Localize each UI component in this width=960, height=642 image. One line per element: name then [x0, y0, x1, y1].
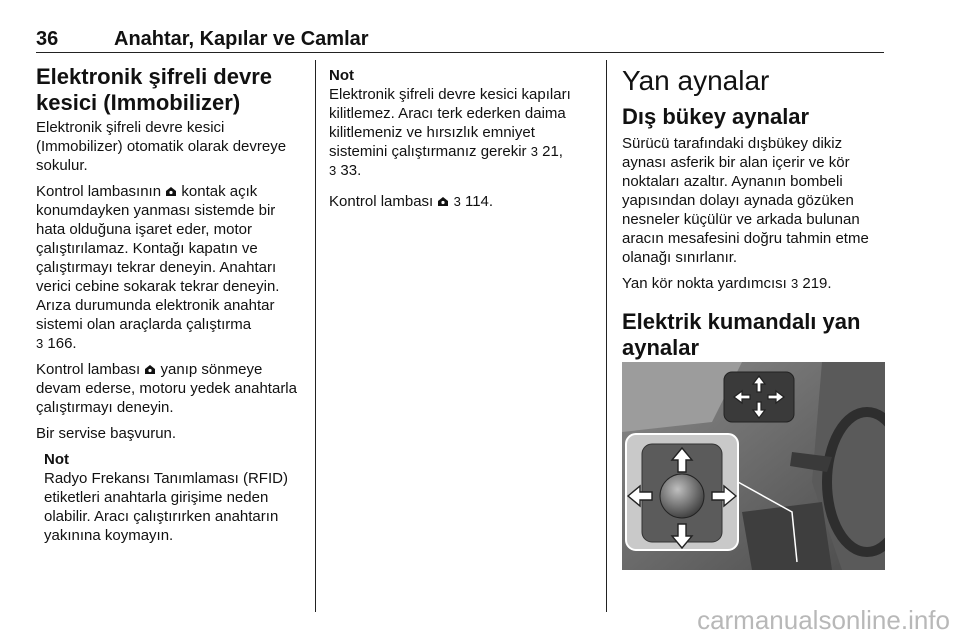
paragraph: Sürücü tarafındaki dışbükey dikiz aynası asferik bir alan içerir ve kör noktaları azaltır. Aynanın bombeli yapısından dolayı aynada gözüken nesneler küçülür ve arkada bulunan aracın mesafesini doğru tahmin etme olanağı sınırlanır.	[622, 135, 869, 266]
mirror-control-illustration	[622, 362, 885, 570]
page-reference[interactable]: 21,	[542, 143, 563, 160]
page-ref-icon: 3	[453, 194, 461, 209]
subheading-electric-mirrors: Elektrik kumandalı yan aynalar	[622, 309, 861, 360]
column-divider	[315, 60, 316, 612]
paragraph-text: Kontrol lambası	[36, 361, 145, 378]
paragraph-text: kontak açık konumdayken yanması sistemde bir hata olduğuna işaret eder, motor çalıştırılamaz. Kontağı kapatın ve çalıştırmayı tekrar deneyin. Anahtarı verici cebine sokarak tekrar deneyin. Arıza durumunda elektronik anahtar sistemi olan araçlarda çalıştırma	[36, 183, 280, 333]
page-reference[interactable]: 166.	[47, 335, 77, 352]
note-title: Not	[329, 67, 354, 84]
note-text-body: Elektronik şifreli devre kesici kapıları kilitlemez. Aracı terk ederken daima kilitlemeniz ve hırsızlık emniyet sistemini çalıştırmanız gerekir	[329, 86, 571, 160]
paragraph-text: yanıp sönmeye devam ederse, motoru yedek anahtarla çalıştırmayı deneyin.	[36, 361, 297, 416]
immobilizer-lamp-icon	[144, 364, 156, 375]
page-number: 36	[36, 28, 59, 50]
page-reference[interactable]: 33.	[340, 162, 362, 179]
immobilizer-lamp-icon	[437, 196, 449, 207]
paragraph: Bir servise başvurun.	[36, 425, 177, 442]
note-box	[44, 450, 304, 545]
paragraph	[329, 192, 594, 211]
mirror-adjust-knob[interactable]	[660, 474, 704, 518]
section-heading-immobilizer: Elektronik şifreli devre kesici (Immobilizer)	[36, 64, 272, 115]
page-ref-icon: 3	[530, 144, 538, 159]
column-divider	[606, 60, 607, 612]
note-title: Not	[44, 451, 69, 468]
paragraph	[622, 274, 886, 293]
note-text: Radyo Frekansı Tanımlaması (RFID) etiketleri anahtarla girişime neden olabilir. Aracı çalıştırırken anahtarın yakınına koymayın.	[44, 470, 288, 544]
page-ref-icon: 3	[790, 276, 799, 291]
page-ref-icon: 3	[329, 163, 337, 178]
chapter-title: Anahtar, Kapılar ve Camlar	[114, 28, 369, 50]
subheading-convex-mirrors: Dış bükey aynalar	[622, 104, 810, 129]
column-immobilizer	[36, 60, 304, 552]
page-header	[36, 26, 884, 53]
section-heading-side-mirrors: Yan aynalar	[622, 65, 770, 96]
immobilizer-lamp-icon	[165, 186, 177, 197]
page-reference[interactable]: 114.	[464, 193, 494, 210]
mirror-control-drawing	[622, 362, 885, 570]
column-notes	[329, 60, 594, 218]
paragraph	[36, 182, 304, 353]
paragraph-text: Kontrol lambası	[329, 193, 438, 210]
armrest	[742, 502, 832, 570]
page-reference[interactable]: 219.	[802, 275, 832, 292]
column-side-mirrors	[622, 60, 886, 365]
paragraph-text: Yan kör nokta yardımcısı	[622, 275, 791, 292]
note-text	[329, 85, 594, 180]
paragraph-text: Kontrol lambasının	[36, 183, 166, 200]
paragraph	[36, 360, 304, 417]
page-ref-icon: 3	[36, 336, 44, 351]
paragraph: Elektronik şifreli devre kesici (Immobilizer) otomatik olarak devreye sokulur.	[36, 119, 287, 174]
watermark: carmanualsonline.info	[697, 605, 950, 635]
